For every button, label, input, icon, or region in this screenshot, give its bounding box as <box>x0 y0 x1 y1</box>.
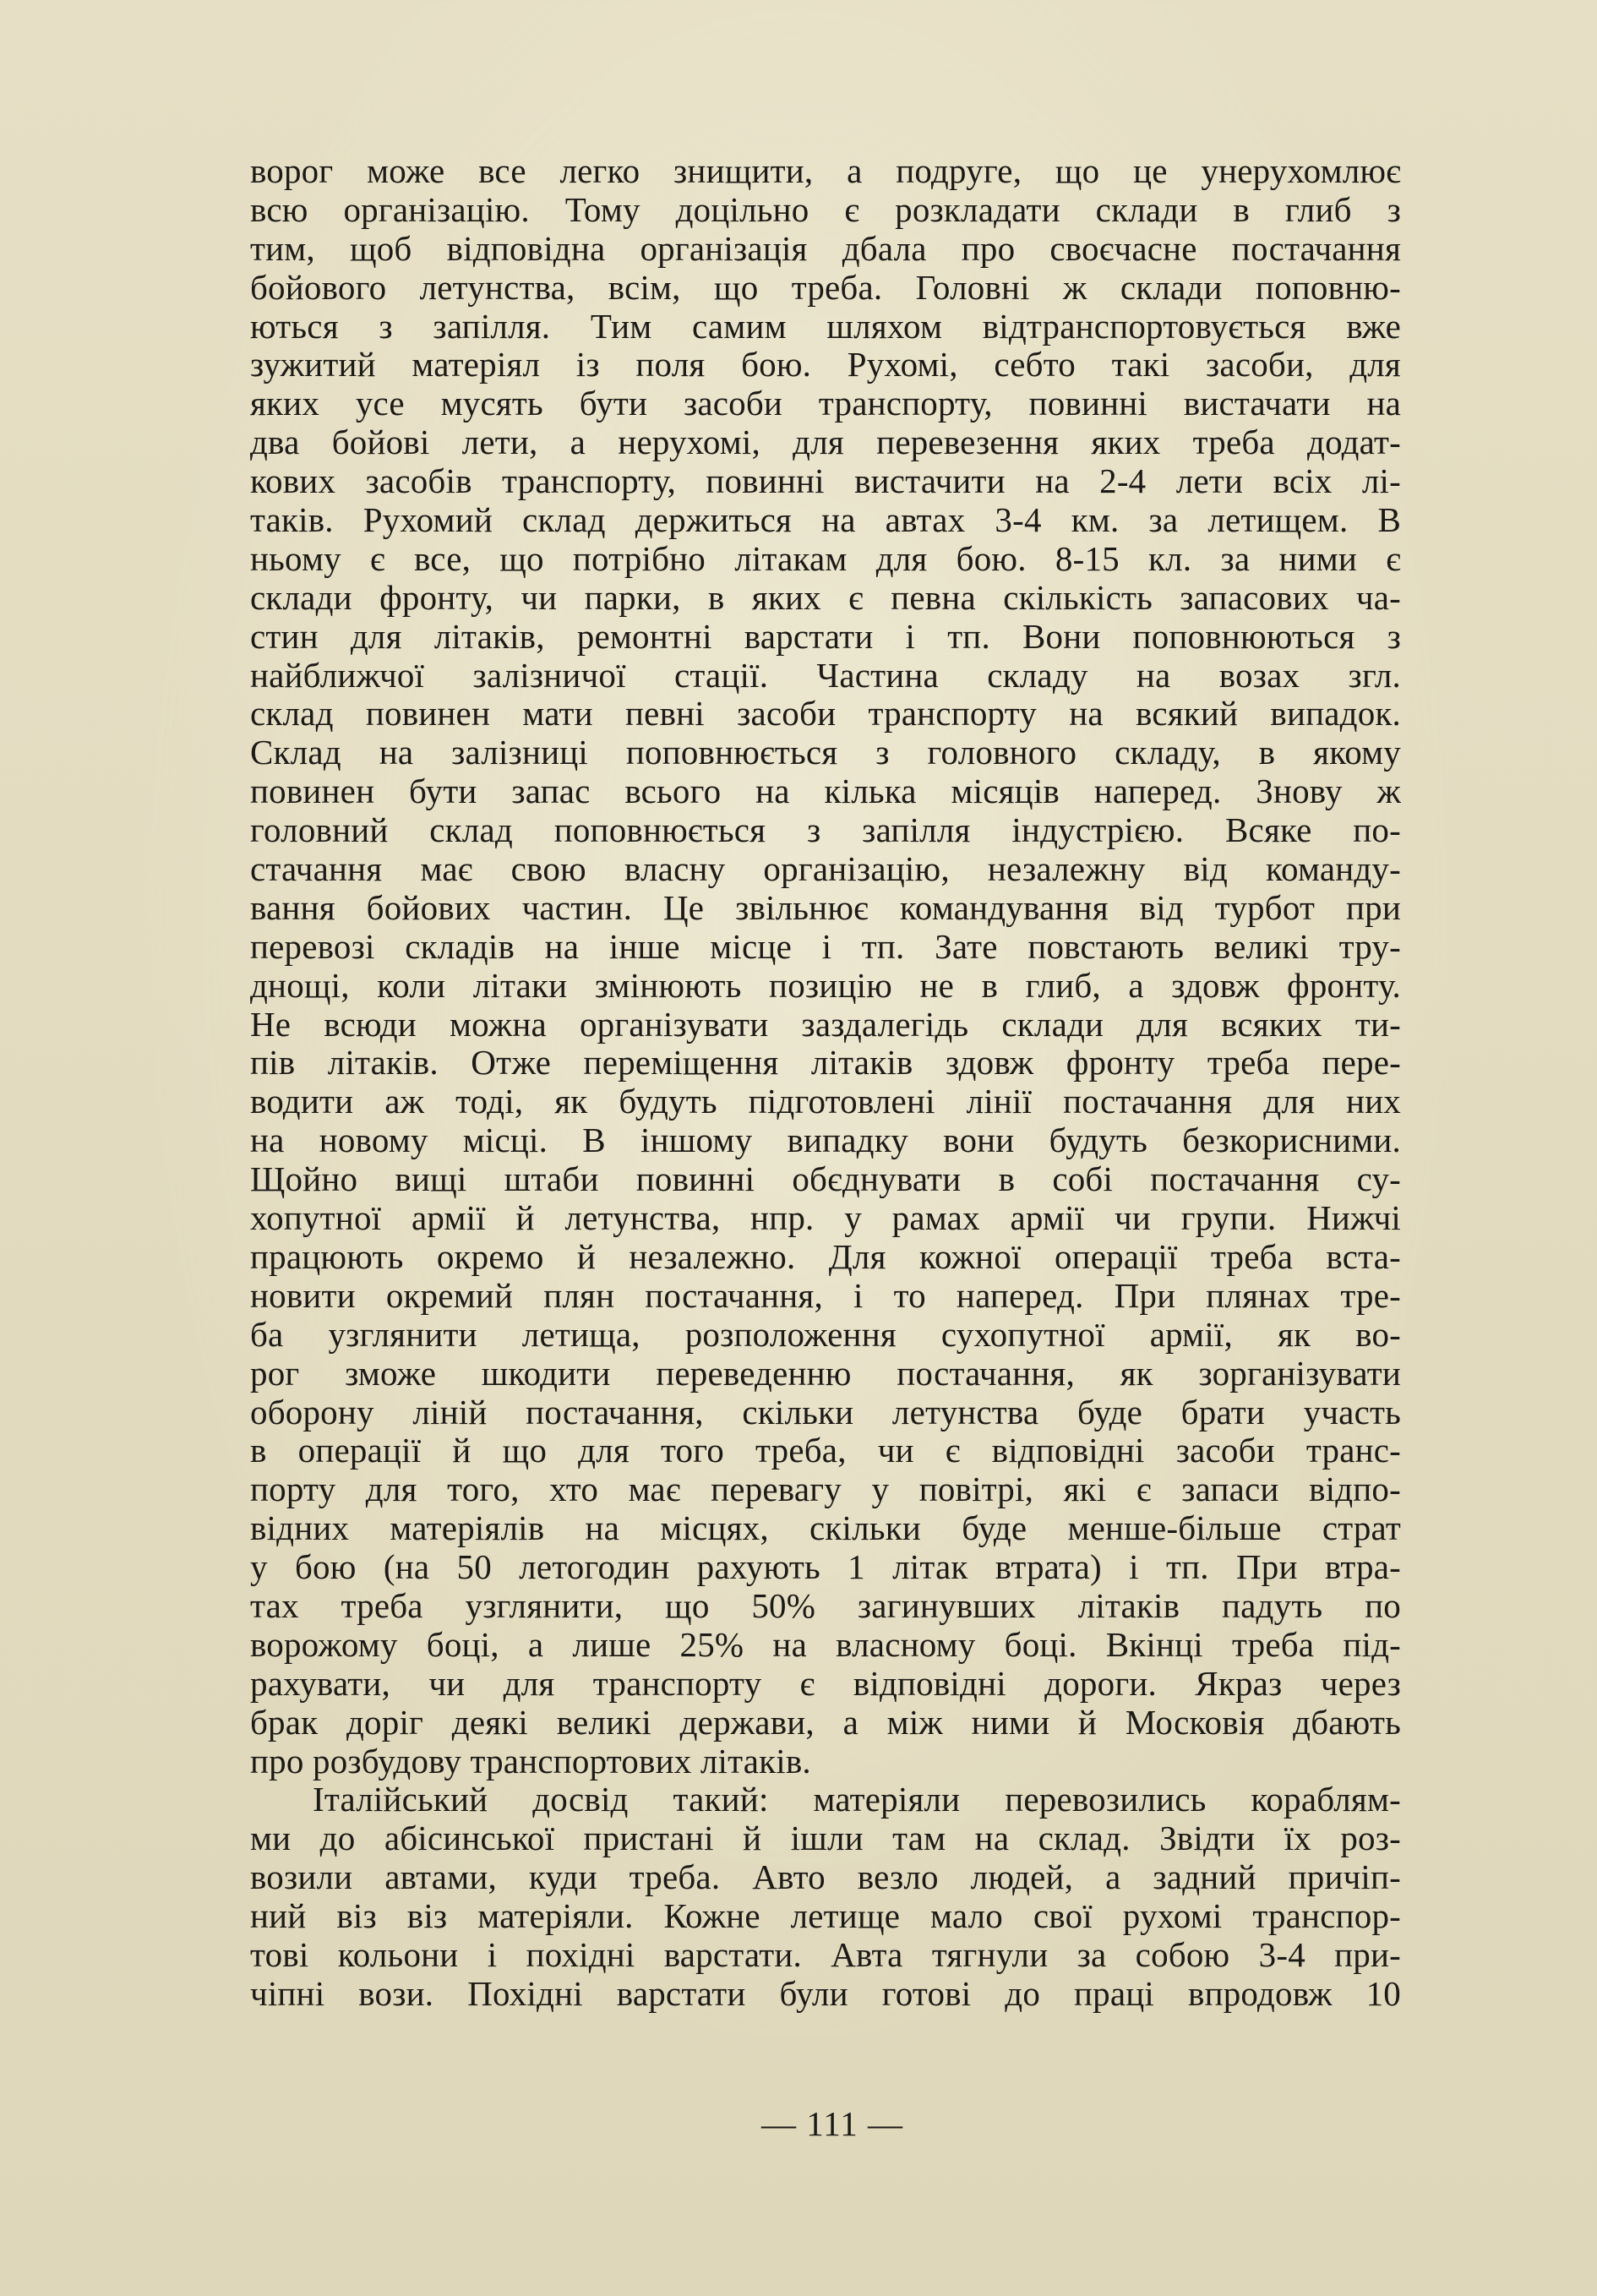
text-line: ми до абісинської пристані й ішли там на склад. Звідти їх роз- <box>250 1819 1401 1858</box>
text-line: новити окремий плян постачання, і то наперед. При плянах тре- <box>250 1276 1401 1315</box>
text-line: відних матеріялів на місцях, скільки буде менше-більше страт <box>250 1509 1401 1548</box>
text-line: хопутної армії й летунства, нпр. у рамах армії чи групи. Нижчі <box>250 1199 1401 1238</box>
text-line: на новому місці. В іншому випадку вони будуть безкорисними. <box>250 1121 1401 1160</box>
text-line: тим, щоб відповідна організація дбала про своєчасне постачання <box>250 229 1401 268</box>
text-line: перевозі складів на інше місце і тп. Зате повстають великі тру- <box>250 927 1401 966</box>
text-line: зужитий матеріял із поля бою. Рухомі, себто такі засоби, для <box>250 346 1401 384</box>
text-line: чіпні вози. Похідні варстати були готові до праці впродовж 10 <box>250 1974 1401 2013</box>
text-line: пів літаків. Отже переміщення літаків здовж фронту треба пере- <box>250 1044 1401 1083</box>
text-line: стачання має свою власну організацію, незалежну від команду- <box>250 850 1401 889</box>
text-line: ний віз віз матеріяли. Кожне летище мало свої рухомі транспор- <box>250 1897 1401 1936</box>
text-line: тові кольони і похідні варстати. Авта тягнули за собою 3-4 при- <box>250 1935 1401 1974</box>
text-line: бойового летунства, всім, що треба. Головні ж склади поповню- <box>250 268 1401 307</box>
page-number: — 111 — <box>761 2104 903 2143</box>
text-line: всю організацію. Тому доцільно є розкладати склади в глиб з <box>250 190 1401 229</box>
text-line: повинен бути запас всього на кілька місяців наперед. Знову ж <box>250 772 1401 811</box>
text-line: водити аж тоді, як будуть підготовлені лінії постачання для них <box>250 1083 1401 1121</box>
paragraph-end-line: про розбудову транспортових літаків. <box>250 1742 811 1781</box>
text-line: ворог може все легко знищити, а подруге, що це унерухомлює <box>250 152 1401 190</box>
text-line: ворожому боці, а лише 25% на власному боці. Вкінці треба під- <box>250 1625 1401 1664</box>
text-line: в операції й що для того треба, чи є відповідні засоби транс- <box>250 1432 1401 1470</box>
text-line: брак доріг деякі великі держави, а між ними й Московія дбають <box>250 1703 1401 1742</box>
text-line: працюють окремо й незалежно. Для кожної операції треба вста- <box>250 1237 1401 1276</box>
text-line: рог зможе шкодити переведенню постачання, як зорганізувати <box>250 1354 1401 1393</box>
text-line: у бою (на 50 летогодин рахують 1 літак втрата) і тп. При втра- <box>250 1548 1401 1587</box>
paragraph-start-line: Італійський досвід такий: матеріяли перевозились кораблям- <box>313 1781 1401 1819</box>
page-body <box>250 152 1401 2014</box>
text-line: оборону ліній постачання, скільки летунства буде брати участь <box>250 1393 1401 1432</box>
text-line: склад повинен мати певні засоби транспорту на всякий випадок. <box>250 695 1401 734</box>
text-line: вання бойових частин. Це звільнює командування від турбот при <box>250 888 1401 927</box>
text-line: рахувати, чи для транспорту є відповідні дороги. Якраз через <box>250 1664 1401 1703</box>
text-line: Щойно вищі штаби повинні обєднувати в собі постачання су- <box>250 1160 1401 1199</box>
text-line: яких усе мусять бути засоби транспорту, повинні вистачати на <box>250 384 1401 423</box>
text-line: днощі, коли літаки змінюють позицію не в глиб, а здовж фронту. <box>250 966 1401 1005</box>
text-line: ньому є все, що потрібно літакам для бою. 8-15 кл. за ними є <box>250 539 1401 578</box>
text-line: Не всюди можна організувати заздалегідь склади для всяких ти- <box>250 1005 1401 1044</box>
text-line: тах треба узглянити, що 50% загинувших літаків падуть по <box>250 1586 1401 1625</box>
text-line: ба узглянити летища, розположення сухопутної армії, як во- <box>250 1315 1401 1354</box>
text-line: кових засобів транспорту, повинні вистачити на 2-4 лети всіх лі- <box>250 462 1401 501</box>
text-line: стин для літаків, ремонтні варстати і тп. Вони поповнюються з <box>250 617 1401 656</box>
text-line: Склад на залізниці поповнюється з головного складу, в якому <box>250 734 1401 772</box>
text-line: головний склад поповнюється з запілля індустрією. Всяке по- <box>250 811 1401 850</box>
text-line: таків. Рухомий склад держиться на автах 3-4 км. за летищем. В <box>250 501 1401 540</box>
text-line: порту для того, хто має перевагу у повітрі, які є запаси відпо- <box>250 1470 1401 1509</box>
text-line: склади фронту, чи парки, в яких є певна скількість запасових ча- <box>250 578 1401 617</box>
text-line: возили автами, куди треба. Авто везло людей, а задний причіп- <box>250 1858 1401 1897</box>
text-line: два бойові лети, а нерухомі, для перевезення яких треба додат- <box>250 423 1401 462</box>
text-line: найближчої залізничої стації. Частина складу на возах згл. <box>250 656 1401 695</box>
text-line: ються з запілля. Тим самим шляхом відтранспортовується вже <box>250 307 1401 346</box>
